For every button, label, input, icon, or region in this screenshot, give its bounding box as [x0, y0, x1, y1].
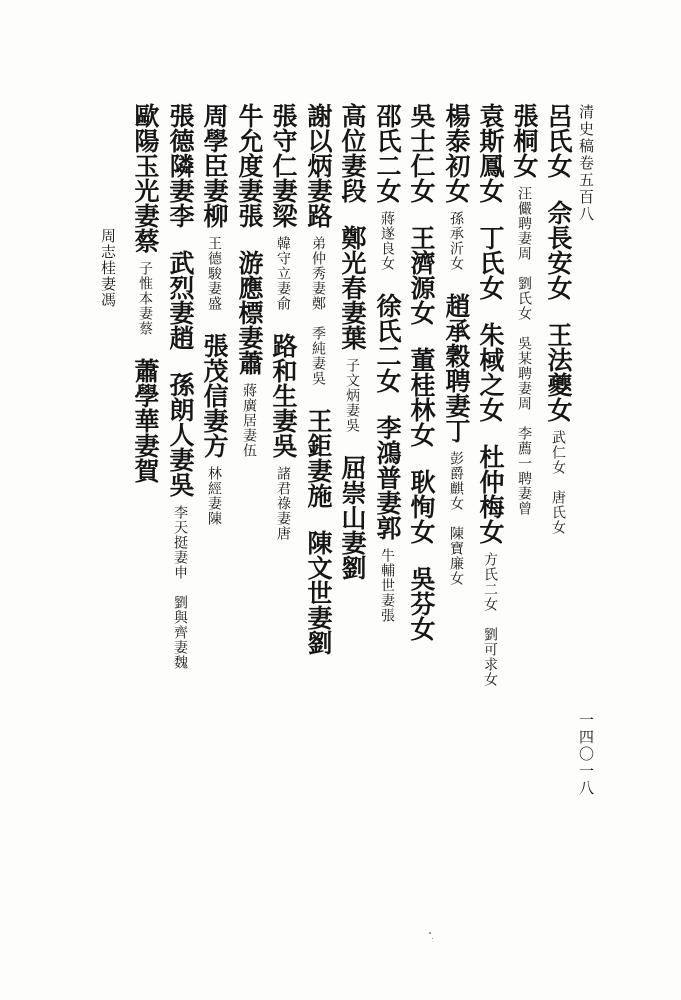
entry-annotation: 子惟本妻蔡: [137, 261, 153, 336]
entry-annotation: 諸君祿妻唐: [275, 466, 291, 541]
entry-name: 王鉅妻施: [304, 408, 333, 508]
entry-name: 游應標妻蕭: [235, 250, 264, 375]
entry-name: 徐氏二女: [373, 293, 402, 393]
entry-name: 趙承穀聘妻丁: [442, 293, 471, 443]
entry-name: 楊泰初女: [442, 103, 471, 203]
page-number: 一四〇一八: [577, 712, 595, 797]
entry-name: 孫朗人妻吳: [166, 372, 195, 497]
entry-name: 張茂信妻方: [200, 333, 229, 458]
entry-name: 陳文世妻劉: [304, 530, 333, 655]
scan-speck: [429, 932, 431, 934]
entry-name: 丁氏女: [476, 225, 505, 300]
entry-annotation: 方氏二女 劉可求女: [482, 552, 498, 687]
entry-annotation: 王德駿妻盛: [206, 236, 222, 311]
entry-annotation: 彭爵麒女 陳寶廉女: [448, 451, 464, 586]
entry-column: [306, 103, 331, 655]
entry-column: [512, 103, 537, 516]
entry-name: 王濟源女: [407, 225, 436, 325]
entry-name: 蕭學華妻賀: [131, 358, 160, 483]
entry-name: 高位妻段: [338, 103, 367, 203]
entry-name: 吳士仁女: [407, 103, 436, 203]
entry-name: 李鴻普妻郭: [373, 415, 402, 540]
entry-name: 耿恂女: [407, 469, 436, 544]
entry-name: 周學臣妻柳: [200, 103, 229, 228]
entry-column: [271, 103, 296, 541]
entry-name: 鄭光春妻葉: [338, 225, 367, 350]
entry-name: 董桂林女: [407, 347, 436, 447]
entry-name: 朱棫之女: [476, 322, 505, 422]
entry-annotation: 武仁女 唐氏女: [550, 430, 566, 535]
entry-name: 王法夔女: [544, 322, 573, 422]
scan-speck: [432, 938, 433, 939]
entry-name: 屈崇山妻劉: [338, 455, 367, 580]
entry-column: [168, 103, 193, 670]
entry-annotation: 弟仲秀妻鄭 季純妻吳: [310, 236, 326, 386]
entry-annotation: 林經妻陳: [206, 466, 222, 526]
entry-name: 佘長安女: [544, 200, 573, 300]
entry-name: 武烈妻趙: [166, 250, 195, 350]
entry-annotation: 蔣遂良女: [379, 211, 395, 271]
entry-name: 邵氏二女: [373, 103, 402, 203]
running-title: 清史稿卷五百八: [577, 104, 595, 223]
entry-column: [444, 103, 469, 586]
entry-annotation: 子文炳妻吳: [344, 358, 360, 433]
entry-name-small: 周志桂妻馮: [99, 228, 117, 308]
entry-name: 張守仁妻梁: [269, 103, 298, 228]
entry-annotation: 孫承沂女: [448, 211, 464, 271]
entry-annotation: 韓守立妻俞: [275, 236, 291, 311]
entry-name: 杜仲梅女: [476, 444, 505, 544]
entry-name: 張德隣妻李: [166, 103, 195, 228]
entry-column: [375, 103, 400, 623]
entry-name: 張桐女: [510, 103, 539, 178]
entry-column: [133, 103, 158, 483]
entry-annotation: 蔣廣居妻伍: [241, 383, 257, 458]
entry-name: 袁斯鳳女: [476, 103, 505, 203]
entry-column: [546, 103, 571, 535]
entry-column: [202, 103, 227, 526]
entry-annotation: 李天挺妻申 劉與齊妻魏: [172, 505, 188, 670]
entry-column: [409, 103, 434, 641]
entry-column: [340, 103, 365, 580]
entry-name: 歐陽玉光妻蔡: [131, 103, 160, 253]
entry-annotation: 牛輔世妻張: [379, 548, 395, 623]
entry-column: [478, 103, 503, 687]
entry-column: [237, 103, 262, 458]
entry-name: 路和生妻吳: [269, 333, 298, 458]
entry-annotation: 汪儼聘妻周 劉氏女 吳某聘妻周 李薦一聘妻曾: [516, 186, 532, 516]
entry-name: 吳芬女: [407, 566, 436, 641]
entry-name: 呂氏女: [544, 103, 573, 178]
entry-name: 謝以炳妻路: [304, 103, 333, 228]
entry-name: 牛允度妻張: [235, 103, 264, 228]
